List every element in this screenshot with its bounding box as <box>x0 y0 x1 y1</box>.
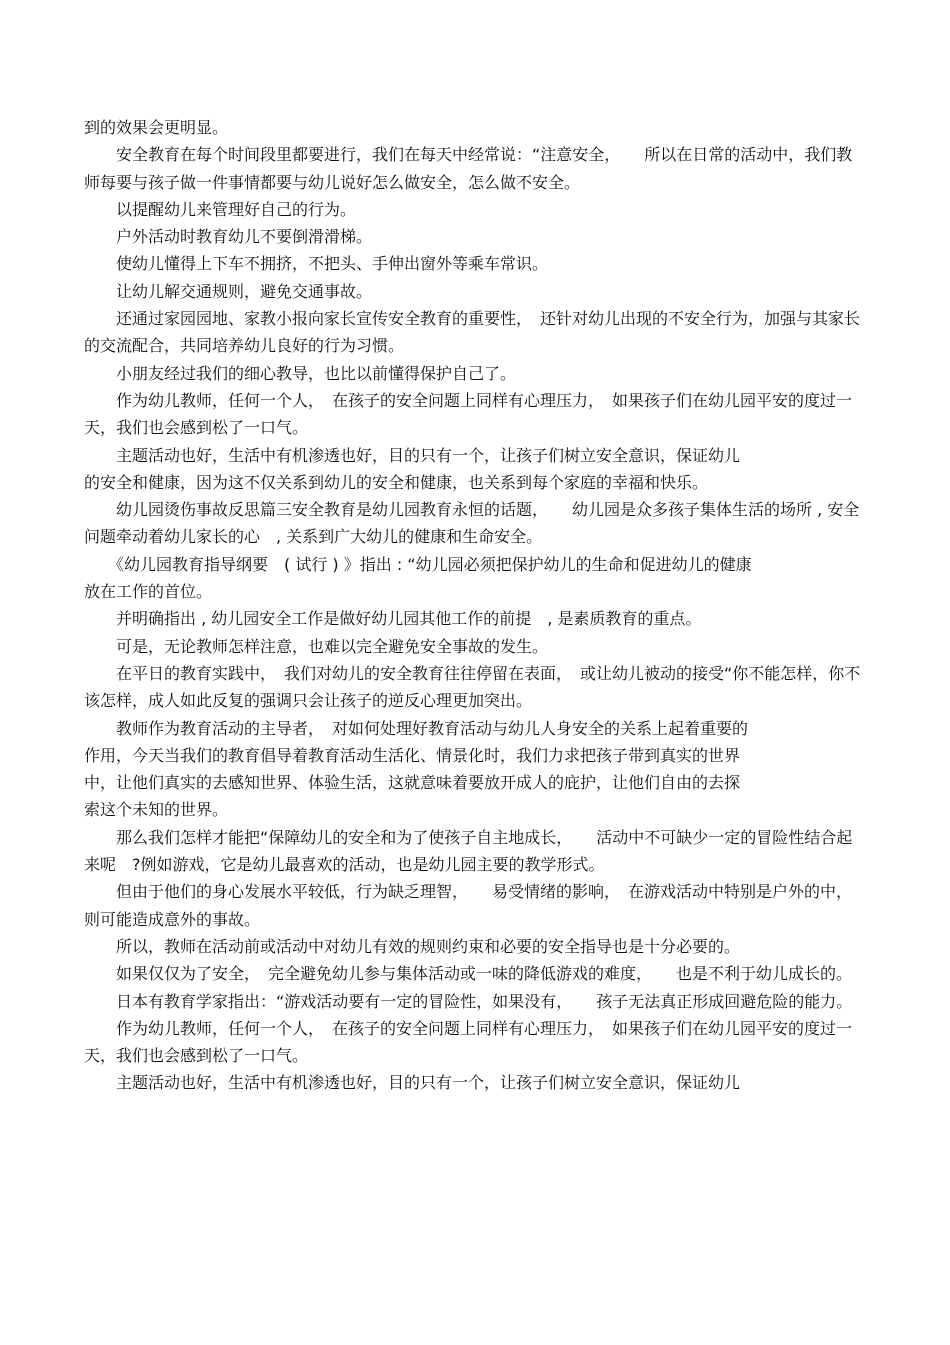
paragraph: 那么我们怎样才能把“保障幼儿的安全和为了使孩子自主地成长， 活动中不可缺少一定的冒险性结合起来呢 ?例如游戏，它是幼儿最喜欢的活动，也是幼儿园主要的教学形式。 <box>84 827 853 875</box>
paragraph: 所以，教师在活动前或活动中对幼儿有效的规则约束和必要的安全指导也是十分必要的。 <box>84 936 741 956</box>
paragraph: 在平日的教育实践中， 我们对幼儿的安全教育往往停留在表面， 或让幼儿被动的接受“你不能怎样，你不该怎样，成人如此反复的强调只会让孩子的逆反心理更加突出。 <box>84 663 861 711</box>
paragraph: 作为幼儿教师，任何一个人， 在孩子的安全问题上同样有心理压力， 如果孩子们在幼儿园平安的度过一天，我们也会感到松了一口气。 <box>84 390 853 438</box>
document-body <box>84 114 864 1097</box>
paragraph: 如果仅仅为了安全， 完全避免幼儿参与集体活动或一味的降低游戏的难度， 也是不利于幼儿成长的。 <box>84 964 853 984</box>
paragraph: 到的效果会更明显。 <box>84 118 229 137</box>
paragraph: 还通过家园园地、家教小报向家长宣传安全教育的重要性， 还针对幼儿出现的不安全行为，加强与其家长的交流配合，共同培养幼儿良好的行为习惯。 <box>84 309 861 356</box>
paragraph: 可是，无论教师怎样注意，也难以完全避免安全事故的发生。 <box>84 636 549 656</box>
paragraph: 日本有教育学家指出：“游戏活动要有一定的冒险性，如果没有， 孩子无法真正形成回避危险的能力。 <box>84 991 853 1011</box>
paragraph: 以提醒幼儿来管理好自己的行为。 <box>84 199 357 219</box>
paragraph: 安全教育在每个时间段里都要进行，我们在每天中经常说：“注意安全， 所以在日常的活动中，我们教师每要与孩子做一件事情都要与幼儿说好怎么做安全，怎么做不安全。 <box>84 145 853 192</box>
paragraph: 户外活动时教育幼儿不要倒滑滑梯。 <box>84 227 373 247</box>
paragraph: 作为幼儿教师，任何一个人， 在孩子的安全问题上同样有心理压力， 如果孩子们在幼儿园平安的度过一天，我们也会感到松了一口气。 <box>84 1018 853 1066</box>
paragraph: 使幼儿懂得上下车不拥挤，不把头、手伸出窗外等乘车常识。 <box>84 254 549 274</box>
paragraph: 主题活动也好，生活中有机渗透也好，目的只有一个，让孩子们树立安全意识，保证幼儿 <box>84 1073 741 1093</box>
paragraph: 教师作为教育活动的主导者， 对如何处理好教育活动与幼儿人身安全的关系上起着重要的 作用，今天当我们的教育倡导着教育活动生活化、情景化时，我们力求把孩子带到真实的世界 中，让他们真实的去感知世界、体验生活，这就意味着要放开成人的庇护，让他们自由的去探 索这个未知的世界。 <box>84 718 749 820</box>
paragraph: 幼儿园烫伤事故反思篇三安全教育是幼儿园教育永恒的话题， 幼儿园是众多孩子集体生活的场所 , 安全问题牵动着幼儿家长的心 , 关系到广大幼儿的健康和生命安全。 <box>84 500 860 547</box>
paragraph: 主题活动也好，生活中有机渗透也好，目的只有一个，让孩子们树立安全意识，保证幼儿 的安全和健康，因为这不仅关系到幼儿的安全和健康，也关系到每个家庭的幸福和快乐。 <box>84 445 741 492</box>
paragraph: 并明确指出 , 幼儿园安全工作是做好幼儿园其他工作的前提 , 是素质教育的重点。 <box>84 609 702 629</box>
paragraph: 小朋友经过我们的细心教导，也比以前懂得保护自己了。 <box>84 363 517 383</box>
paragraph: 让幼儿解交通规则，避免交通事故。 <box>84 281 373 301</box>
paragraph: 但由于他们的身心发展水平较低，行为缺乏理智， 易受情绪的影响， 在游戏活动中特别是户外的中，则可能造成意外的事故。 <box>84 882 853 929</box>
paragraph: 《幼儿园教育指导纲要 ( 试行 ) 》指出 : “幼儿园必须把保护幼儿的生命和促进幼儿的健康 放在工作的首位。 <box>84 554 752 602</box>
